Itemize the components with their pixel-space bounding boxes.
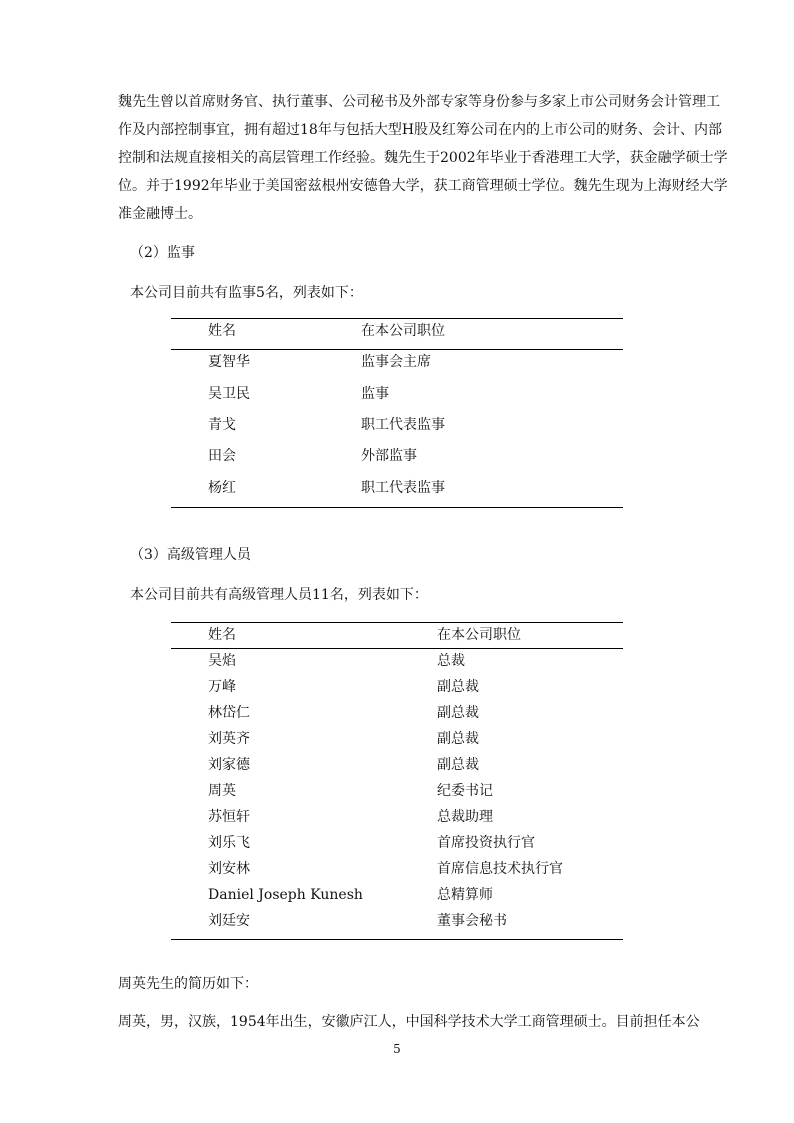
row-position: 监事会主席 [361,354,431,370]
row-name: 林岱仁 [208,705,250,721]
row-position: 外部监事 [361,448,417,464]
section-senior-management-heading: （3）高级管理人员 [130,547,251,563]
row-name: Daniel Joseph Kunesh [208,887,363,903]
row-position: 职工代表监事 [361,417,445,433]
row-name: 苏恒轩 [208,809,250,825]
row-name: 刘英齐 [208,731,250,747]
row-position: 纪委书记 [437,783,493,799]
intro-line-4: 位。并于1992年毕业于美国密兹根州安德鲁大学，获工商管理硕士学位。魏先生现为上海财经大学 [118,178,728,194]
section-senior-management-intro: 本公司目前共有高级管理人员11名，列表如下： [130,587,428,603]
table-top-rule [171,318,623,319]
row-position: 副总裁 [437,705,479,721]
row-name: 吴焰 [208,653,236,669]
row-name: 周英 [208,783,236,799]
section-supervisors-heading: （2）监事 [130,245,195,261]
row-position: 董事会秘书 [437,913,507,929]
row-position: 首席信息技术执行官 [437,861,563,877]
row-name: 刘家德 [208,757,250,773]
table-top-rule [171,622,623,623]
column-header-name: 姓名 [208,627,236,643]
intro-line-5: 准金融博士。 [118,206,202,222]
row-position: 总精算师 [437,887,493,903]
table-bottom-rule [171,939,623,940]
row-position: 总裁助理 [437,809,493,825]
intro-line-3: 控制和法规直接相关的高层管理工作经验。魏先生于2002年毕业于香港理工大学，获金融学硕士学 [118,150,728,166]
table-header-rule [171,349,623,350]
bio-heading: 周英先生的简历如下： [118,976,258,992]
intro-line-2: 作及内部控制事宜，拥有超过18年与包括大型H股及红筹公司在内的上市公司的财务、会计、内部 [118,122,723,138]
column-header-name: 姓名 [208,323,236,339]
intro-line-1: 魏先生曾以首席财务官、执行董事、公司秘书及外部专家等身份参与多家上市公司财务会计管理工 [118,94,720,110]
row-position: 监事 [361,386,389,402]
row-name: 吴卫民 [208,386,250,402]
table-header-rule [171,648,623,649]
row-name: 刘廷安 [208,913,250,929]
column-header-position: 在本公司职位 [361,323,445,339]
row-position: 首席投资执行官 [437,835,535,851]
row-name: 杨红 [208,480,236,496]
bio-first-line: 周英，男，汉族，1954年出生，安徽庐江人，中国科学技术大学工商管理硕士。目前担任本公 [118,1014,700,1030]
column-header-position: 在本公司职位 [437,627,521,643]
row-name: 刘乐飞 [208,835,250,851]
row-name: 夏智华 [208,354,250,370]
page-number: 5 [393,1042,401,1056]
row-position: 总裁 [437,653,465,669]
section-supervisors-intro: 本公司目前共有监事5名，列表如下： [130,285,363,301]
row-name: 刘安林 [208,861,250,877]
table-bottom-rule [171,507,623,508]
row-position: 副总裁 [437,757,479,773]
row-name: 青戈 [208,417,236,433]
row-position: 副总裁 [437,679,479,695]
row-position: 职工代表监事 [361,480,445,496]
row-name: 田会 [208,448,236,464]
row-name: 万峰 [208,679,236,695]
row-position: 副总裁 [437,731,479,747]
